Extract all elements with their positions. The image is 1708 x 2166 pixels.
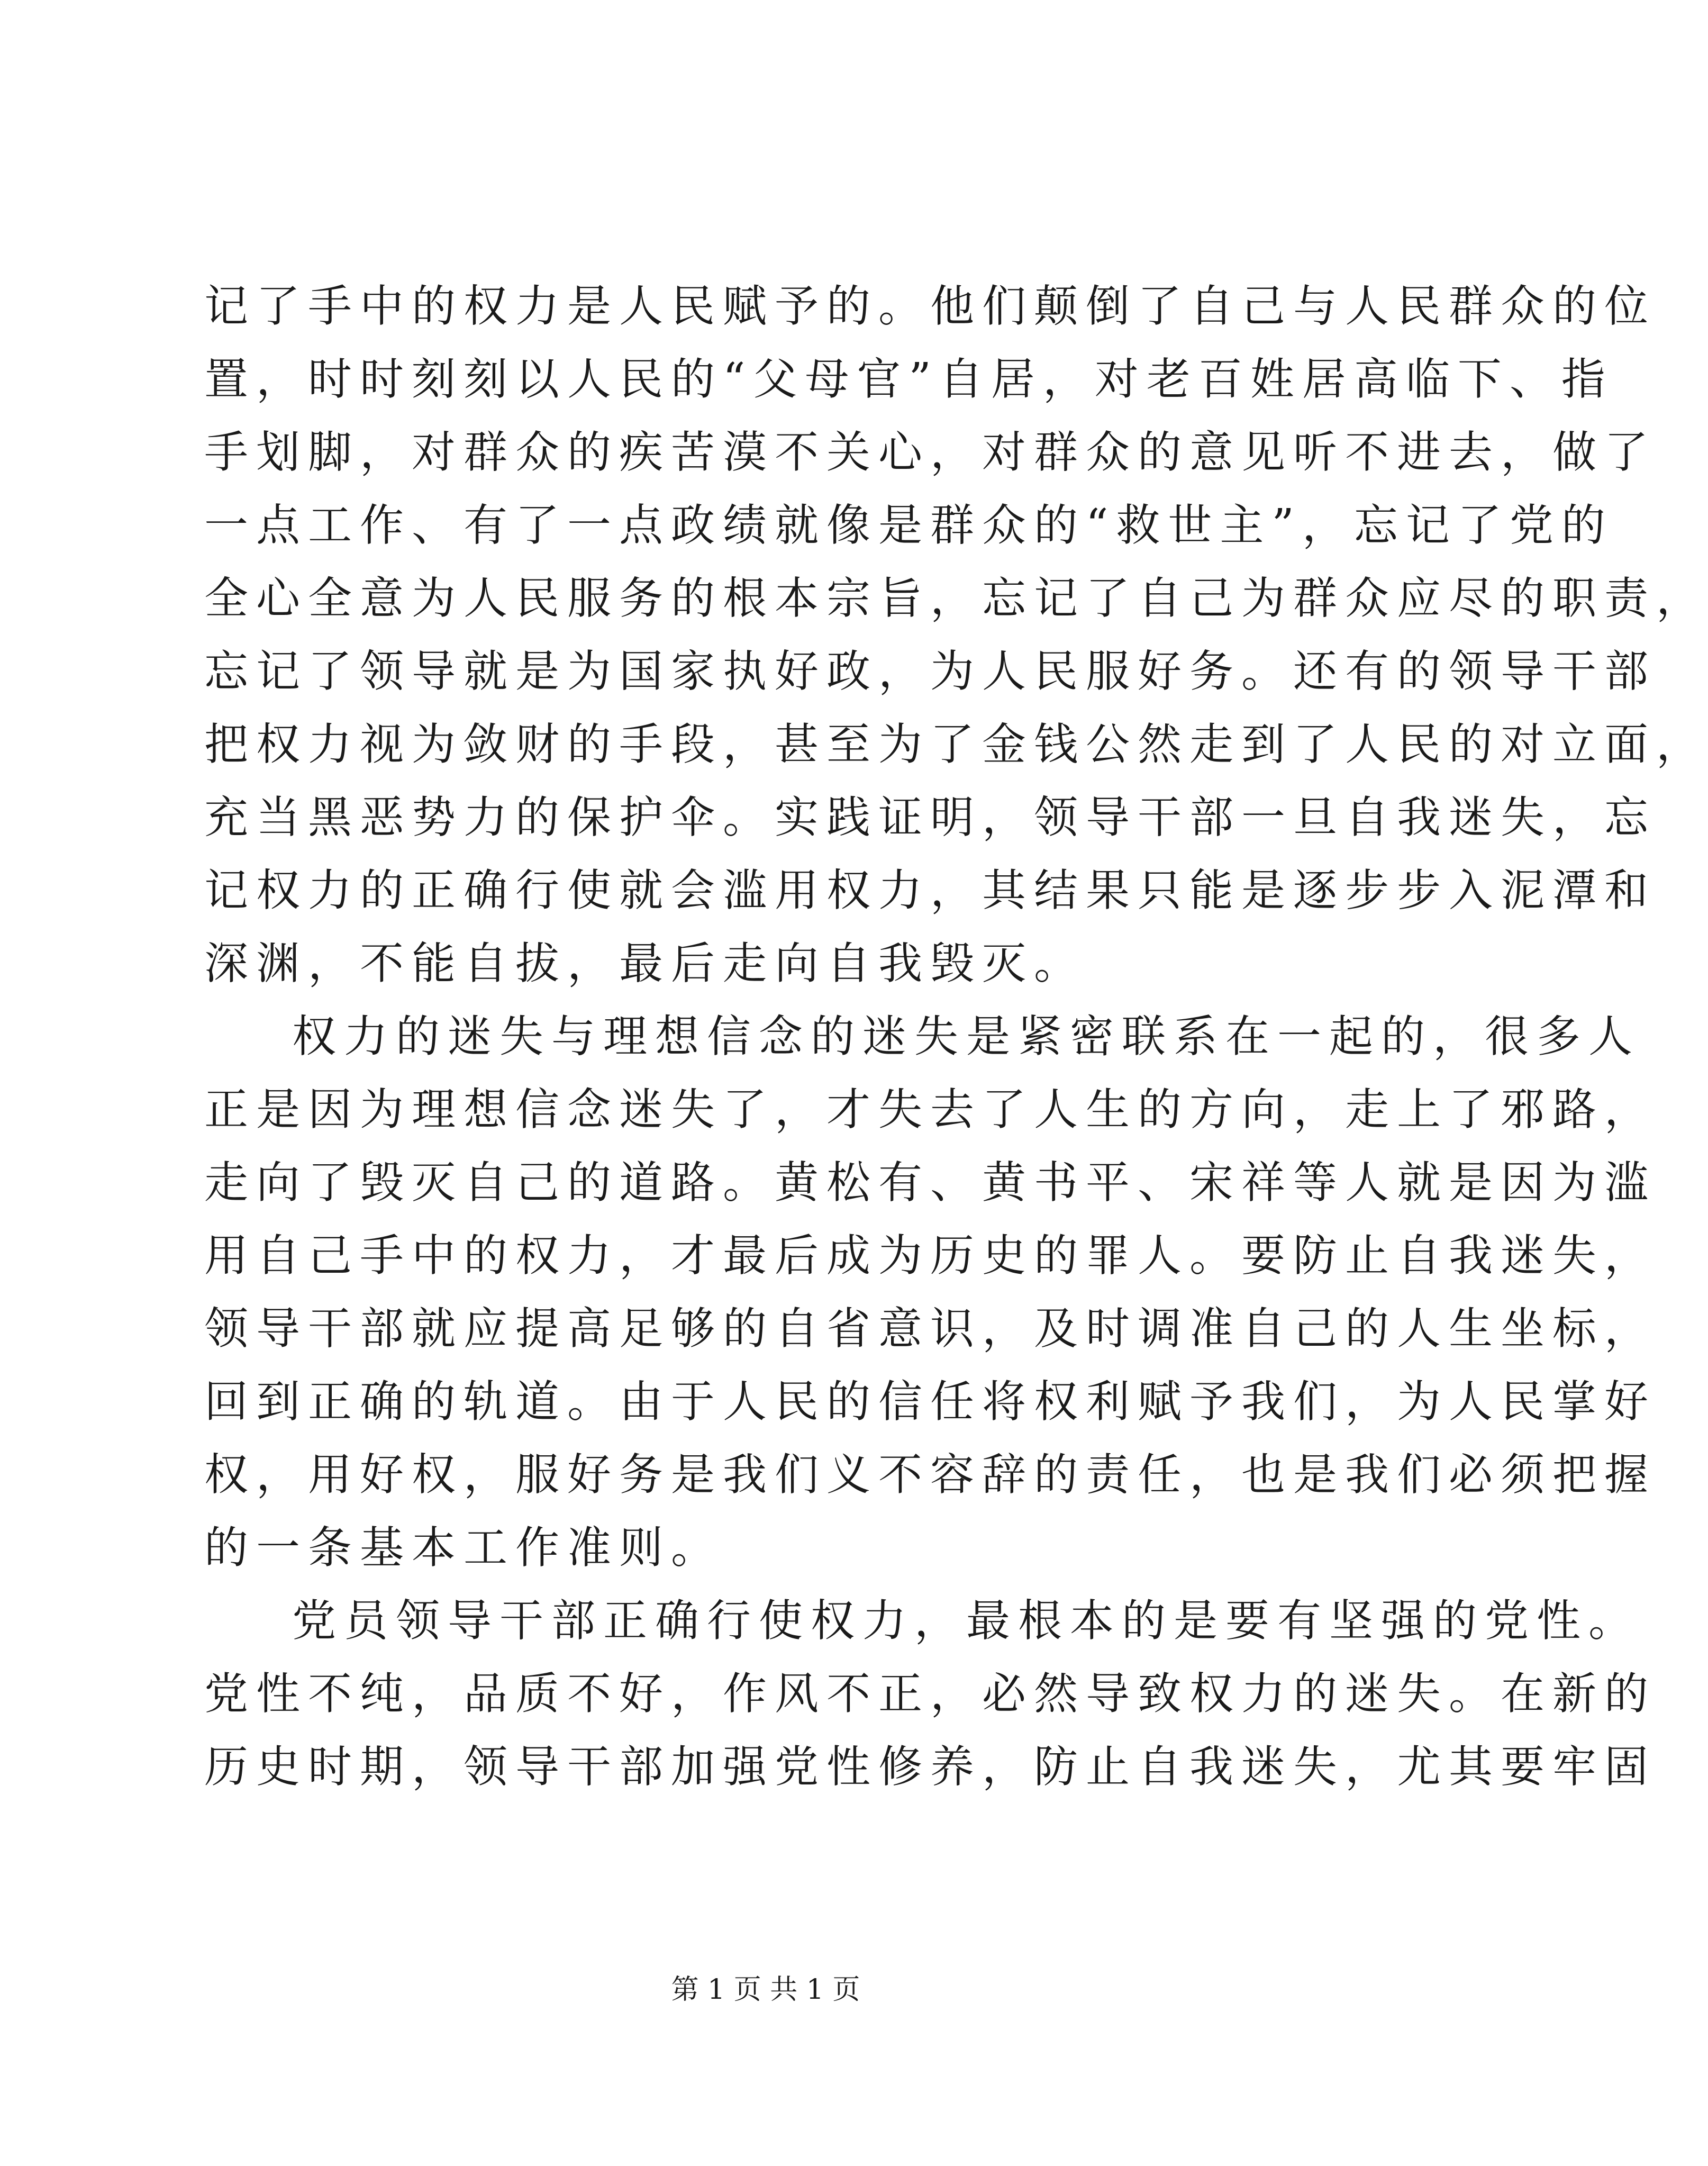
text-line: 忘记了领导就是为国家执好政，为人民服好务。还有的领导干部 — [204, 646, 1656, 697]
text-line: 用自己手中的权力，才最后成为历史的罪人。要防止自我迷失， — [204, 1230, 1656, 1281]
page-number-label: 第 1 页 共 1 页 — [671, 1974, 860, 2006]
text-line: 权力的迷失与理想信念的迷失是紧密联系在一起的，很多人 — [292, 1011, 1640, 1062]
paragraph — [204, 1000, 1656, 1584]
text-line: 一点工作、有了一点政绩就像是群众的“救世主”，忘记了党的 — [204, 500, 1613, 551]
text-line: 手划脚，对群众的疾苦漠不关心，对群众的意见听不进去，做了 — [204, 427, 1656, 478]
paragraph — [204, 270, 1708, 1000]
body-text — [204, 270, 1708, 1804]
page-footer — [0, 1971, 1531, 2008]
text-line: 的一条基本工作准则。 — [204, 1522, 723, 1573]
text-line: 党性不纯，品质不好，作风不正，必然导致权力的迷失。在新的 — [204, 1668, 1656, 1719]
text-line: 权，用好权，服好务是我们义不容辞的责任，也是我们必须把握 — [204, 1449, 1656, 1500]
text-line: 记权力的正确行使就会滥用权力，其结果只能是逐步步入泥潭和 — [204, 865, 1656, 916]
text-line: 把权力视为敛财的手段，甚至为了金钱公然走到了人民的对立面， — [204, 719, 1708, 770]
text-line: 领导干部就应提高足够的自省意识，及时调准自己的人生坐标， — [204, 1303, 1656, 1354]
text-line: 党员领导干部正确行使权力，最根本的是要有坚强的党性。 — [292, 1595, 1640, 1646]
paragraph — [204, 1584, 1656, 1804]
text-line: 走向了毁灭自己的道路。黄松有、黄书平、宋祥等人就是因为滥 — [204, 1157, 1656, 1208]
text-line: 正是因为理想信念迷失了，才失去了人生的方向，走上了邪路， — [204, 1084, 1656, 1135]
text-line: 深渊，不能自拔，最后走向自我毁灭。 — [204, 938, 1086, 989]
text-line: 记了手中的权力是人民赋予的。他们颠倒了自己与人民群众的位 — [204, 280, 1656, 332]
text-line: 回到正确的轨道。由于人民的信任将权利赋予我们，为人民掌好 — [204, 1376, 1656, 1427]
text-line: 置，时时刻刻以人民的“父母官”自居，对老百姓居高临下、指 — [204, 354, 1613, 405]
text-line: 历史时期，领导干部加强党性修养，防止自我迷失，尤其要牢固 — [204, 1741, 1656, 1792]
text-line: 全心全意为人民服务的根本宗旨，忘记了自己为群众应尽的职责， — [204, 573, 1708, 624]
text-line: 充当黑恶势力的保护伞。实践证明，领导干部一旦自我迷失，忘 — [204, 792, 1656, 843]
